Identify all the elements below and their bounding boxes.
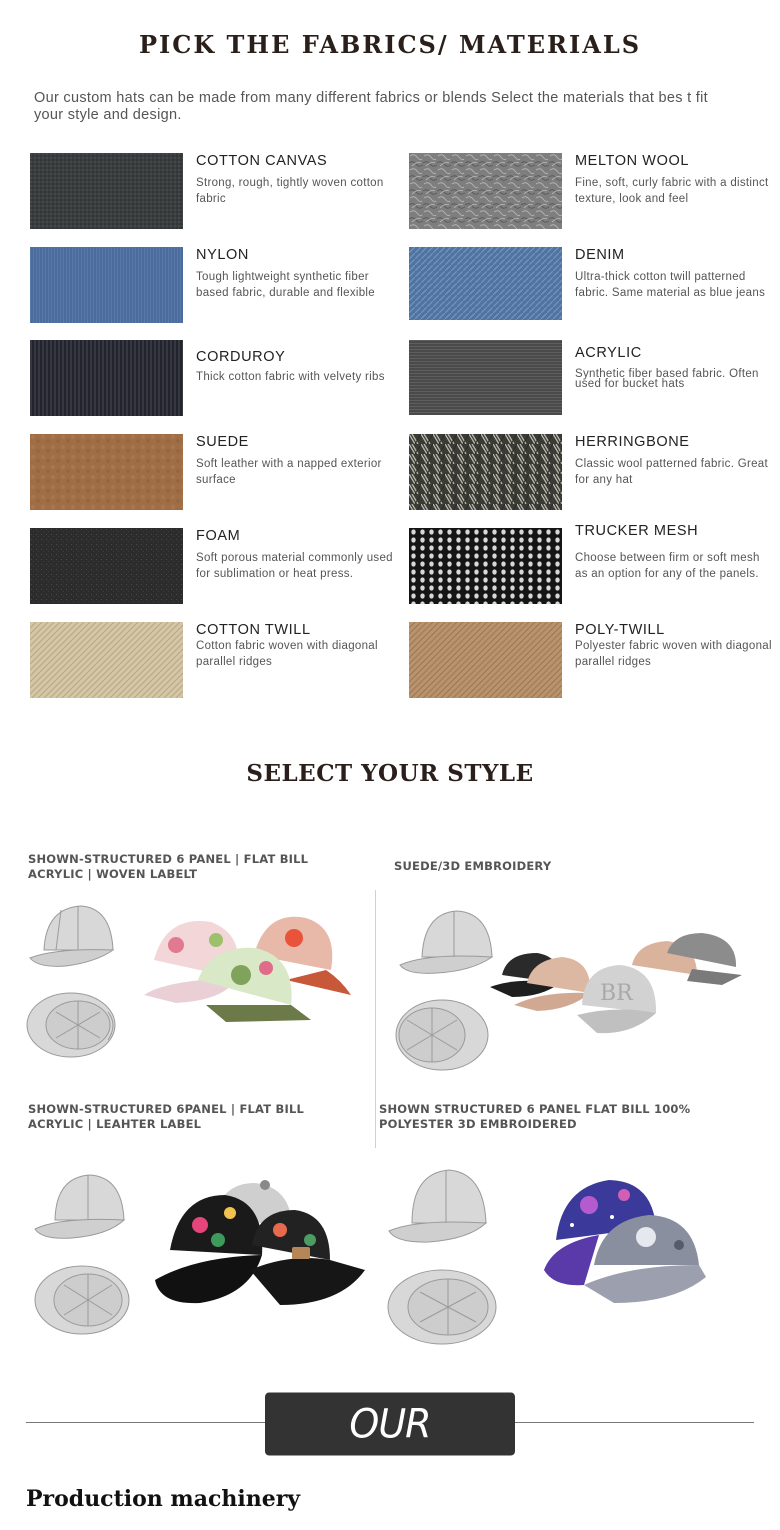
fabric-name: HERRINGBONE (575, 434, 690, 450)
fabric-denim[interactable] (409, 247, 769, 325)
factory-rule-right (514, 1422, 754, 1423)
fabric-poly-twill[interactable] (409, 622, 772, 700)
fabric-name: POLY-TWILL (575, 622, 665, 638)
fabric-desc: Ultra-thick cotton twill patterned fabric. Same material as blue jeans (575, 271, 766, 299)
herringbone-swatch (409, 434, 562, 510)
denim-swatch (409, 247, 562, 323)
fabric-name: TRUCKER MESH (575, 523, 699, 539)
fabric-name: SUEDE (196, 434, 249, 450)
foam-swatch (30, 528, 183, 604)
cap-sketch-side-icon (389, 1170, 486, 1242)
fabric-cotton-canvas[interactable] (30, 153, 390, 231)
cap-sketch-under-icon (388, 1270, 496, 1344)
floral-caps-photo-icon (144, 917, 351, 1022)
cotton-canvas-swatch (30, 153, 183, 229)
fabric-name: NYLON (196, 247, 249, 263)
floral-black-caps-photo-icon (155, 1180, 365, 1305)
fabric-desc: Strong, rough, tightly woven cotton fabric (196, 177, 384, 205)
svg-text:BR: BR (600, 981, 633, 1006)
style-2-art (392, 905, 752, 1075)
fabric-suede[interactable] (30, 434, 390, 512)
fabric-name: CORDUROY (196, 349, 286, 365)
galaxy-caps-photo-icon (544, 1180, 706, 1303)
fabric-name: DENIM (575, 247, 625, 263)
fabric-desc: Synthetic fiber based fabric. Often used for bucket hats (575, 368, 759, 390)
trucker-mesh-swatch (409, 528, 562, 604)
fabric-desc: Polyester fabric woven with diagonal parallel ridges (575, 640, 772, 668)
fabric-desc: Tough lightweight synthetic fiber based fabric, durable and flexible (196, 271, 375, 299)
fabric-foam[interactable] (30, 528, 393, 606)
fabrics-title: PICK THE FABRICS/ MATERIALS (138, 30, 642, 59)
fabrics-intro: Our custom hats can be made from many different fabrics or blends Select the materials that bes t fit your style and design. (34, 90, 708, 123)
fabric-desc: Fine, soft, curly fabric with a distinct texture, look and feel (575, 177, 769, 205)
style-divider (375, 890, 376, 1148)
acrylic-swatch (409, 340, 562, 416)
fabric-desc: Soft porous material commonly used for sublimation or heat press. (196, 552, 393, 580)
fabric-corduroy[interactable] (30, 340, 390, 418)
fabric-name: COTTON TWILL (196, 622, 311, 638)
fabric-nylon[interactable] (30, 247, 390, 325)
fabric-melton-wool[interactable] (409, 153, 769, 231)
corduroy-swatch (30, 340, 183, 416)
style-label-4: SHOWN STRUCTURED 6 PANEL FLAT BILL 100% POLYESTER 3D EMBROIDERED (379, 1102, 691, 1131)
fabric-desc: Cotton fabric woven with diagonal parallel ridges (196, 640, 378, 668)
production-machinery-heading: Production machinery (26, 1486, 301, 1512)
style-3-art (30, 1165, 370, 1345)
cap-sketch-under-icon (396, 1000, 488, 1070)
style-1-art (26, 900, 366, 1065)
style-title: SELECT YOUR STYLE (246, 760, 534, 787)
fabric-cotton-twill[interactable] (30, 622, 390, 700)
suede-caps-photo-icon (490, 933, 742, 1033)
melton-wool-swatch (409, 153, 562, 229)
fabric-name: FOAM (196, 528, 241, 544)
cap-sketch-side-icon (400, 911, 492, 973)
fabric-acrylic[interactable] (409, 340, 769, 418)
fabric-name: ACRYLIC (575, 345, 642, 361)
style-label-1: SHOWN-STRUCTURED 6 PANEL | FLAT BILL ACRYLIC | WOVEN LABELT (28, 852, 309, 881)
fabric-desc: Classic wool patterned fabric. Great for any hat (575, 458, 768, 486)
cotton-twill-swatch (30, 622, 183, 698)
cap-sketch-side-icon (30, 906, 113, 966)
factory-rule-left (26, 1422, 266, 1423)
cap-sketch-side-icon (35, 1175, 124, 1238)
cap-sketch-under-icon (35, 1266, 129, 1334)
our-factory-badge: OUR FACTORY (265, 1393, 515, 1456)
fabric-desc: Soft leather with a napped exterior surface (196, 458, 382, 486)
cap-sketch-under-icon (27, 993, 115, 1057)
suede-swatch (30, 434, 183, 510)
fabric-herringbone[interactable] (409, 434, 769, 512)
style-label-2: SUEDE/3D EMBROIDERY (394, 859, 552, 873)
style-label-3: SHOWN-STRUCTURED 6PANEL | FLAT BILL ACRYLIC | LEAHTER LABEL (28, 1102, 304, 1131)
poly-twill-swatch (409, 622, 562, 698)
fabric-desc: Choose between firm or soft mesh as an option for any of the panels. (575, 552, 760, 580)
style-4-art (384, 1165, 744, 1350)
fabric-name: COTTON CANVAS (196, 153, 328, 169)
nylon-swatch (30, 247, 183, 323)
fabric-desc: Thick cotton fabric with velvety ribs (196, 371, 385, 383)
fabric-trucker-mesh[interactable] (409, 523, 769, 606)
fabric-name: MELTON WOOL (575, 153, 690, 169)
